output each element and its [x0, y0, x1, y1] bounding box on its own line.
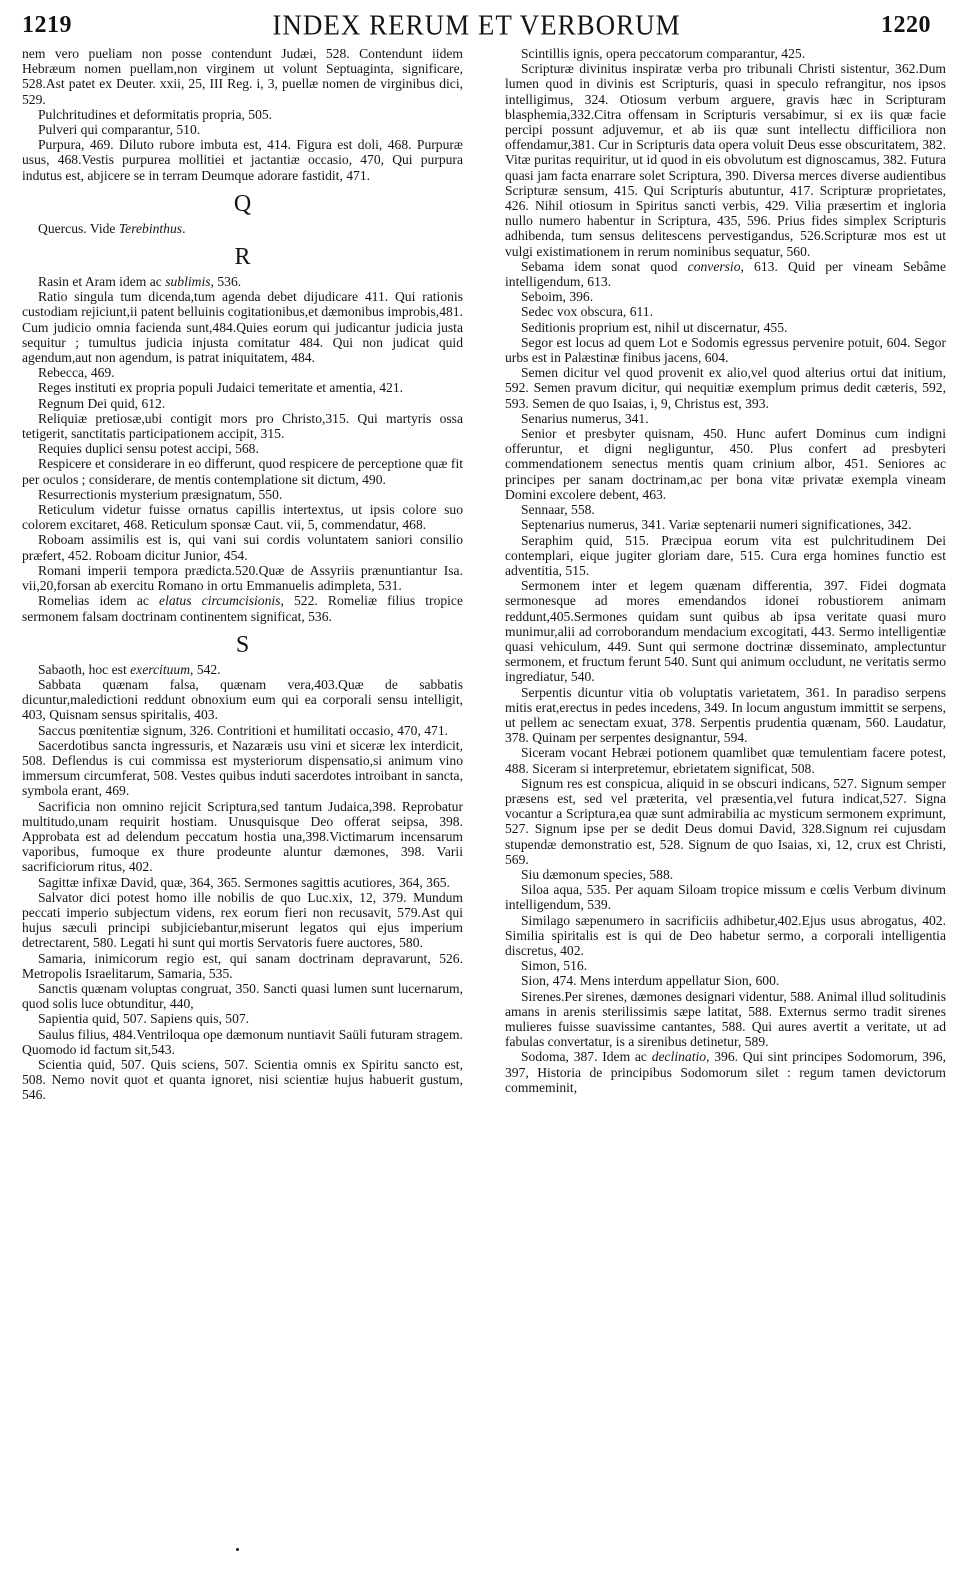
index-entry	[505, 46, 946, 61]
entry-text: Sirenes.Per sirenes, dæmones designari videntur, 588. Animal illud solitudinis amans in arenis sterilissimis sæpe latitat, 588. Externus sermo tradit sirenes mulieres fuisse suavissime cantantes, 588. Qui aures avertit a veritate, ut ad fabulas convertatur, is a sirenibus detinetur, 589.	[505, 988, 946, 1050]
index-entry	[22, 289, 463, 365]
index-entry	[505, 867, 946, 882]
entry-text: Romani imperii tempora prædicta.520.Quæ de Assyriis prænuntiantur Isa. vii,20,forsan ab exercitu Romano in ortu Emmanuelis adimpleta, 531.	[22, 562, 463, 594]
index-entry	[505, 685, 946, 746]
index-entry	[505, 578, 946, 684]
index-entry	[22, 1011, 463, 1026]
index-entry	[22, 532, 463, 562]
index-entry	[505, 533, 946, 579]
entry-text: Purpura, 469. Diluto rubore imbuta est, 414. Figura est doli, 468. Purpuræ usus, 468.Vestis purpurea mollitiei et jactantiæ occasio, 470, Qui purpura indutus est, abjicere se in terram Deumque adorare fastidit, 471.	[22, 137, 463, 183]
index-entry	[505, 335, 946, 365]
entry-text: Seraphim quid, 515. Præcipua eorum vita est pulchritudinem Dei contemplari, eique jugiter gloriam dare, 515. Cura erga homines functio est adventitia, 515.	[505, 532, 946, 578]
index-entry	[22, 441, 463, 456]
index-entry	[22, 396, 463, 411]
entry-text: Rasin et Aram idem ac	[38, 274, 166, 290]
index-entry	[505, 517, 946, 532]
entry-text-after: , 522. Romeliæ filius tropice sermonem falsam doctrinam continentem significat, 536.	[22, 593, 463, 624]
left-column	[22, 46, 463, 1557]
entry-text: Septenarius numerus, 341. Variæ septenarii numeri significationes, 342.	[521, 517, 912, 533]
section-letter: R	[234, 244, 251, 271]
entry-text: Sermonem inter et legem quænam differentia, 397. Fidei dogmata sermonesque ad mores emendandos idonei robustiorem animam reddunt,405.Sermones quidam sunt quibus ab ipsa veritate quasi muro munimur,alii ad corroborandum mendacium excogitati, 443. Sermo intelligentiæ quasi vehiculum, 449. Sunt qui sermone doctrinæ disseminato, amplectuntur sermonem, et fructum ferunt 540. Sunt qui animum occludunt, ne veritatis sermo ingrediatur, 540.	[505, 578, 946, 685]
entry-text: Sabbata quænam falsa, quænam vera,403.Quæ de sabbatis dicuntur,maledictioni reddunt obnoxium eum qui ea corporali sensu intelligit, 403, Quisnam sensus spiritalis, 403.	[22, 676, 463, 723]
entry-term-italic: declinatio	[651, 1049, 707, 1065]
entry-text: Saulus filius, 484.Ventriloqua ope dæmonum nuntiavit Saüli futuram stragem. Quomodo id factum sit,543.	[22, 1026, 463, 1057]
index-entry	[505, 320, 946, 335]
entry-text: Sagittæ infixæ David, quæ, 364, 365. Sermones sagittis acutiores, 364, 365.	[38, 874, 450, 890]
entry-text-after: , 613. Quid per vineam Sebâme intelligendum, 613.	[505, 258, 946, 290]
index-entry	[22, 365, 463, 380]
index-entry	[22, 738, 463, 799]
entry-text: Samaria, inimicorum regio est, qui sanam doctrinam depravarunt, 526. Metropolis Israelitarum, Samaria, 535.	[22, 950, 463, 981]
index-entry	[22, 221, 463, 236]
entry-text: Senarius numerus, 341.	[521, 410, 649, 426]
entry-text: Reges instituti ex propria populi Judaici temeritate et amentia, 421.	[38, 380, 404, 396]
entry-text-after: , 396. Qui sint principes Sodomorum, 396, 397, Historia de principibus Sodomorum silet : regum tamen devictorum commeminit,	[505, 1049, 946, 1095]
right-page-number: 1220	[881, 12, 931, 38]
entry-term-italic: exercituum	[130, 661, 191, 677]
index-entry	[505, 411, 946, 426]
entry-text: Requies duplici sensu potest accipi, 568.	[38, 441, 259, 457]
entry-text: Sabaoth, hoc est	[38, 661, 131, 677]
entry-term-italic: sublimis	[165, 274, 211, 290]
entry-text: Scintillis ignis, opera peccatorum comparantur, 425.	[521, 46, 806, 61]
index-entry	[505, 426, 946, 502]
entry-text: Pulveri qui comparantur, 510.	[38, 122, 201, 138]
index-entry	[22, 122, 463, 137]
index-entry	[505, 882, 946, 912]
index-entry	[22, 875, 463, 890]
index-entry	[22, 677, 463, 723]
index-entry	[505, 304, 946, 319]
index-entry	[22, 1027, 463, 1057]
index-entry	[505, 289, 946, 304]
entry-text-after: .	[182, 220, 186, 236]
entry-text: Rebecca, 469.	[38, 365, 115, 381]
entry-text: Sacerdotibus sancta ingressuris, et Nazaræis usu vini et siceræ lex interdicit, 508. Deflendus is cui commissa est mysteriorum dispensatio,si animum vino immersum circumferat, 508. Vestes quibus induti sacerdotes introibant in sancta, symbola erant, 469.	[22, 737, 463, 799]
entry-text: Regnum Dei quid, 612.	[38, 395, 166, 411]
entry-term-italic: elatus circumcisionis	[159, 593, 281, 609]
index-entry	[505, 913, 946, 959]
left-page-number: 1219	[22, 12, 72, 38]
entry-text: Simon, 516.	[521, 958, 588, 974]
entry-text: Siu dæmonum species, 588.	[521, 866, 674, 882]
index-entry	[22, 799, 463, 875]
index-entry	[505, 973, 946, 988]
index-entry	[22, 563, 463, 593]
right-column	[505, 46, 946, 1557]
entry-text: nem vero pueliam non posse contendunt Judæi, 528. Contendunt iidem Hebræum nomen puellam,non virginem ut volunt Septuaginta, significare, 528.Ast patet ex Deuter. xxii, 25, III Reg. i, 3, puellæ nomen de virginibus dici, 529.	[22, 46, 463, 107]
entry-text: Romelias idem ac	[38, 593, 160, 609]
running-title: INDEX RERUM ET VERBORUM	[272, 9, 681, 41]
entry-text: Senior et presbyter quisnam, 450. Hunc aufert Dominus cum indigni offeruntur, et digni negliguntur, 450. Plus confert ad presbyteri commendationem senectus mentis quam crinium albor, 451. Seniores ac principes per sanam doctrinam,ac per bona vitæ privatæ exempla vineam Domini excolere debent, 463.	[505, 426, 946, 502]
entry-text: Seboim, 396.	[521, 289, 594, 305]
index-entry	[22, 487, 463, 502]
entry-text: Siloa aqua, 535. Per aquam Siloam tropice missum e cœlis Verbum divinum intelligendum, 539.	[505, 882, 946, 913]
entry-text-after: , 542.	[190, 661, 221, 677]
index-entry	[22, 502, 463, 532]
index-entry	[22, 593, 463, 623]
entry-text: Serpentis dicuntur vitia ob voluptatis varietatem, 361. In paradiso serpens mitis erat,erectus in pedes incedens, 349. In locum angustum immittit se serpens, ut pellem ac senectam exuat, 378. Serpentis prudentia quænam, 560. Laudatur, 378. Quinam per serpentes designantur, 594.	[505, 684, 946, 746]
index-entry	[505, 259, 946, 289]
entry-text-after: , 536.	[210, 274, 242, 290]
entry-text: Seditionis proprium est, nihil ut discernatur, 455.	[521, 319, 788, 335]
entry-text: Roboam assimilis est is, qui vani sui cordis voluntatem saniori consilio præfert, 452. Roboam dicitur Junior, 454.	[22, 532, 463, 563]
index-entry	[505, 502, 946, 517]
entry-text: Sacrificia non omnino rejicit Scriptura,sed tantum Judaica,398. Reprobatur multitudo,unam requirit hostiam. Unusquisque Deo offerat seipsa, 398. Approbata est ad delendum peccatum hostia una,398.Victimarum incensarum vaporibus, fumoque ex thure prodeunte aluntur dæmones, 398. Varii sacrificiorum ritus, 402.	[22, 798, 463, 875]
entry-text: Sedec vox obscura, 611.	[521, 304, 654, 320]
index-entry	[22, 662, 463, 677]
index-entry	[22, 46, 463, 107]
entry-text: Sodoma, 387. Idem ac	[521, 1049, 652, 1065]
printer-dot	[236, 1548, 239, 1551]
entry-text: Sebama idem sonat quod	[521, 258, 688, 274]
index-entry	[505, 745, 946, 775]
index-entry	[22, 107, 463, 122]
entry-text: Sapientia quid, 507. Sapiens quis, 507.	[38, 1011, 250, 1027]
entry-text: Resurrectionis mysterium præsignatum, 550.	[38, 486, 283, 502]
index-entry	[22, 1057, 463, 1103]
entry-text: Scripturæ divinitus inspiratæ verba pro tribunali Christi sistentur, 362.Dum lumen quod in divinis est Scripturis, quasi in speculo refrangitur, nos ipsos intelligimus, 324. Otiosum verbum arguere, gravis hæc in Scripturam blasphemia,332.Citra offensam in Scripturis versabimur, si ex iis quæ facie percipi possunt adjuvemur, et ab iis quæ sunt intellectu difficiliora non offendamur,381. Cur in Scripturis data opera voluit Deus esse obscuritatem, 382. Vitæ puritas requiritur, ut id quod in eis obvolutum est dignoscamus, 382. Futura quasi jam facta enarrare solet Scriptura, 390. Diversa merces diverse audientibus Scripturæ sensum, 415. Qui Scripturis abutuntur, 417. Scripturæ proprietates, 426. Nihil otiosum in Spiritus sancti verbis, 429. Vilia præsertim et ingloria nullo numero habentur in Scriptura, 435, 596. Prius fides simplex Scripturis adhibenda, tum sensus delitescens pervestigandus, 526.Scripturæ mos est ut vulgi existimationem in rerum nominibus sequatur, 560.	[505, 61, 946, 259]
section-letter: Q	[233, 190, 252, 217]
entry-text: Quercus. Vide	[38, 220, 119, 236]
entry-term-italic: conversio	[687, 258, 741, 274]
index-entry	[505, 1049, 946, 1095]
index-entry	[22, 137, 463, 183]
index-entry	[22, 951, 463, 981]
entry-text: Reliquiæ pretiosæ,ubi contigit mors pro Christo,315. Qui martyris ossa tetigerit, sanctitatis participationem accipit, 315.	[22, 410, 463, 442]
entry-text: Ratio singula tum dicenda,tum agenda debet dijudicare 411. Qui rationis custodiam rejiciunt,ii patent belluinis cogitationibus,et dæmonibus improbis,481. Cum judicio omnia facienda sunt,484.Quies eorum qui judicantur judicia justa sequitur ; tumultus judicia injusta comitatur 484. Qui non judicat quid agendum,aut non agendum, is patrat iniquitatem, 484.	[22, 289, 463, 366]
index-entry	[505, 776, 946, 867]
index-entry	[22, 274, 463, 289]
index-entry	[22, 723, 463, 738]
entry-text: Siceram vocant Hebræi potionem quamlibet quæ temulentiam facere potest, 488. Siceram si interpretemur, ebrietatem significat, 508.	[505, 745, 946, 776]
index-entry	[22, 411, 463, 441]
section-letter: S	[235, 631, 250, 658]
entry-text: Semen dicitur vel quod provenit ex alio,vel quod alterius ortui dat initium, 592. Semen pravum dicitur, qui nequitiæ exemplum primus dedit cæteris, 592, 593. Semen de quo Isaias, i, 9, Christus est, 393.	[505, 365, 946, 411]
index-entry	[22, 890, 463, 951]
entry-text: Sanctis quænam voluptas congruat, 350. Sancti quasi lumen sunt lucernarum, quod solis luce obtunditur, 440,	[22, 980, 463, 1012]
entry-text: Signum res est conspicua, aliquid in se obscuri indicans, 527. Signum semper præsens est, sed vel præterita, vel præsentia,vel futura indicat,527. Signa vocantur a Scriptura,ea quæ sunt admirabilia ac mysticum sermonem exprimunt, 527. Signum ipse per se dedit Deus domui David, 328.Signum rei cujusdam stupendæ demonstratio est, 528. Signum de quo Isaias, xi, 12, crux est Christi, 569.	[505, 775, 946, 867]
index-entry	[505, 365, 946, 411]
entry-text: Saccus pœnitentiæ signum, 326. Contritioni et humilitati occasio, 470, 471.	[38, 722, 449, 738]
entry-term-italic: Terebinthus	[118, 220, 183, 236]
entry-text: Salvator dici potest homo ille nobilis de quo Luc.xix, 12, 379. Mundum peccati imperio subjectum videns, rex eorum fieri non recusavit, 579.Ast qui hujus sæculi principi subjiciebantur,miserunt legatos qui ejus imperium detrectarent, 580. Legati hi sunt qui mortis Servatoris fuere auctores, 580.	[22, 889, 463, 951]
entry-text: Scientia quid, 507. Quis sciens, 507. Scientia omnis ex Spiritu sancto est, 508. Nemo novit quot et quanta ignoret, nisi scientiæ hujus habuerit gustum, 546.	[22, 1056, 463, 1103]
index-entry	[505, 989, 946, 1050]
entry-text: Pulchritudines et deformitatis propria, 505.	[38, 106, 273, 122]
entry-text: Respicere et considerare in eo differunt, quod respicere de perceptione quæ fit per oculos ; considerare, de mentis contemplatione sit dictum, 490.	[22, 456, 463, 487]
entry-text: Sion, 474. Mens interdum appellatur Sion, 600.	[521, 973, 780, 989]
entry-text: Reticulum videtur fuisse ornatus capillis intertextus, ut ipsis colore suo colorem excitaret, 468. Reticulum sponsæ Caut. vii, 5, commendatur, 468.	[22, 502, 463, 533]
index-entry	[505, 61, 946, 259]
index-entry	[22, 456, 463, 486]
index-entry	[22, 380, 463, 395]
page-header	[22, 8, 931, 44]
entry-text: Segor est locus ad quem Lot e Sodomis egressus pervenire potuit, 604. Segor urbs est in Palæstinæ finibus jacens, 604.	[505, 334, 946, 366]
index-entry	[505, 958, 946, 973]
entry-text: Similago sæpenumero in sacrificiis adhibetur,402.Ejus usus abrogatus, 402. Similia spiritalis est is qui de Deo habetur sermo, a corporali intelligentia discretus, 402.	[505, 912, 946, 958]
entry-text: Sennaar, 558.	[521, 502, 595, 518]
index-entry	[22, 981, 463, 1011]
